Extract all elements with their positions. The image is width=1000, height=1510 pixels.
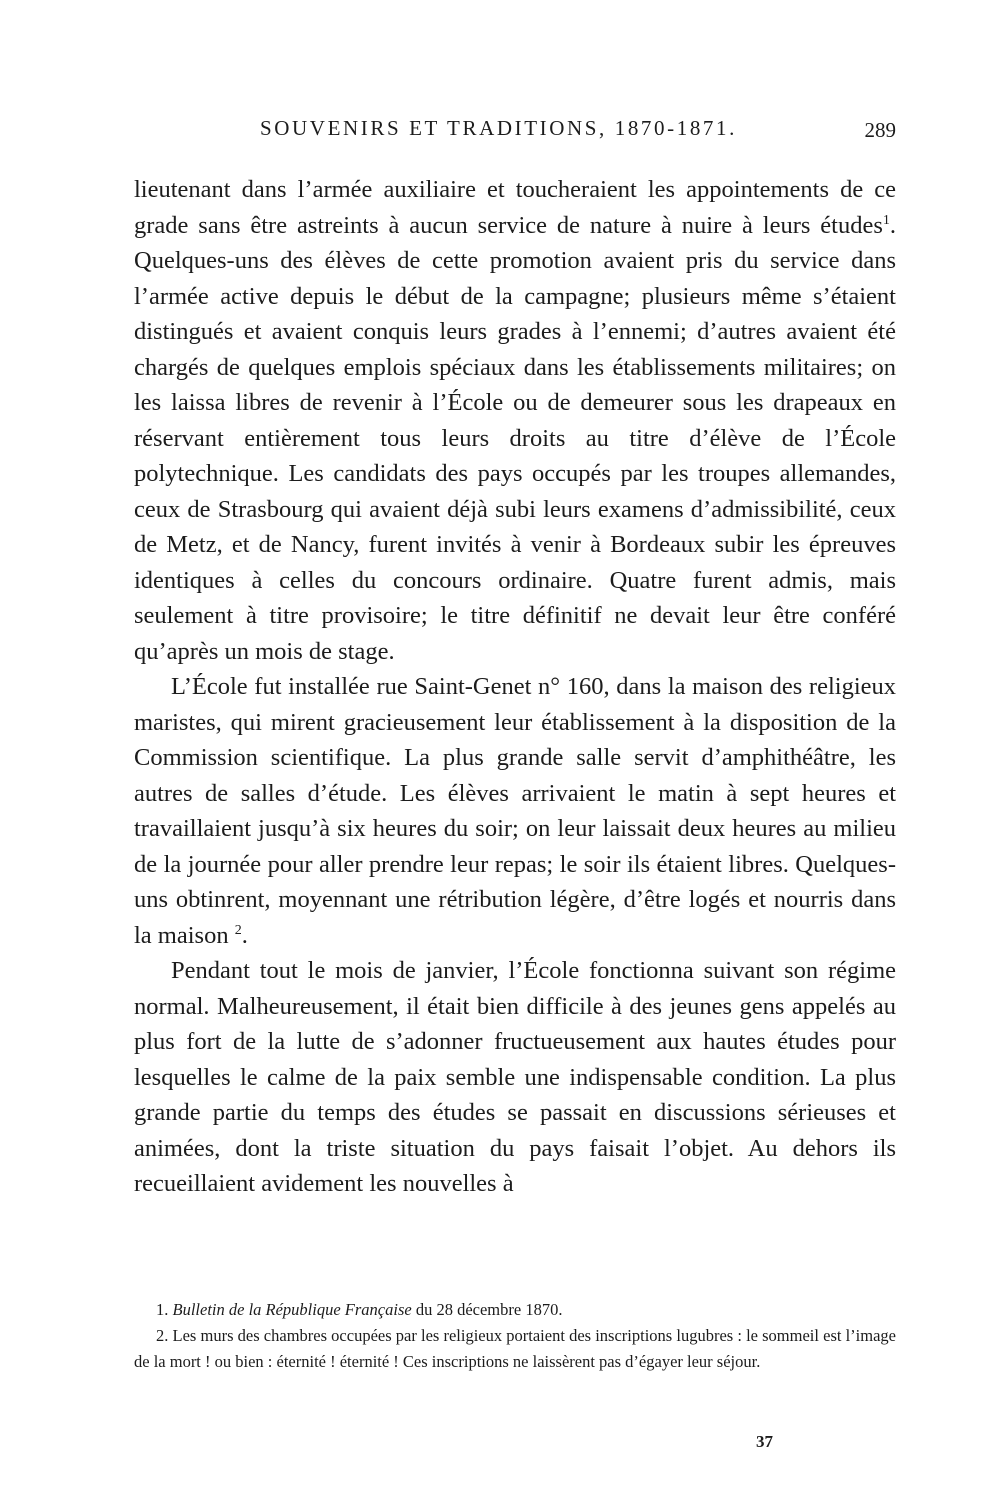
paragraph-1-text-a: lieutenant dans l’armée auxiliaire et toucheraient les appointements de ce grade sans être astreints à aucun service de nature à nuire à leurs études (134, 176, 896, 239)
footnotes (134, 1297, 896, 1375)
footnote-2-number: 2. (156, 1326, 169, 1345)
body-text (134, 172, 896, 1202)
page-header (134, 116, 896, 146)
footnote-1 (134, 1297, 896, 1323)
paragraph-2-text-a: L’École fut installée rue Saint-Genet n° 160, dans la maison des religieux maristes, qui mirent gracieusement leur établissement à la disposition de la Commission scientifique. La plus grande salle servit d’amphithéâtre, les autres de salles d’étude. Les élèves arrivaient le matin à sept heures et travaillaient jusqu’à six heures du soir; on leur laissait deux heures au milieu de la journée pour aller prendre leur repas; le soir ils étaient libres. Quelques-uns obtinrent, moyennant une rétribution légère, d’être logés et nourris dans la maison (134, 673, 896, 949)
running-head: SOUVENIRS ET TRADITIONS, 1870-1871. (260, 116, 737, 140)
paragraph-1 (134, 172, 896, 669)
paragraph-3: Pendant tout le mois de janvier, l’École fonctionna suivant son régime normal. Malheureusement, il était bien difficile à des jeunes gens appelés au plus fort de la lutte de s’adonner fructueusement aux hautes études pour lesquelles le calme de la paix semble une indispensable condition. La plus grande partie du temps des études se passait en discussions sérieuses et animées, dont la triste situation du pays faisait l’objet. Au dehors ils recueillaient avidement les nouvelles à (134, 957, 896, 1197)
footnote-1-number: 1. (156, 1300, 169, 1319)
paragraph-2-text-b: . (241, 921, 248, 949)
footnote-2-text: Les murs des chambres occupées par les religieux portaient des inscriptions lugubres : le sommeil est l’image de la mort ! ou bien : éternité ! éternité ! Ces inscriptions ne laissèrent pas d’égayer leur séjour. (134, 1326, 896, 1371)
page-number: 289 (864, 118, 896, 142)
paragraph-2 (134, 669, 896, 953)
footnote-ref-2: 2 (234, 922, 242, 938)
signature-mark: 37 (756, 1432, 773, 1451)
paragraph-1-text-b: . Quelques-uns des élèves de cette promotion avaient pris du service dans l’armée active depuis le début de la campagne; plusieurs même s’étaient distingués et avaient conquis leurs grades à l’ennemi; d’autres avaient été chargés de quelques emplois spéciaux dans les établissements militaires; on les laissa libres de revenir à l’École ou de demeurer sous les drapeaux en réservant entièrement tous leurs droits au titre d’élève de l’École polytechnique. Les candidats des pays occupés par les troupes allemandes, ceux de Strasbourg qui avaient déjà subi leurs examens d’admissibilité, ceux de Metz, et de Nancy, furent invités à venir à Bordeaux subir les épreuves identiques à celles du concours ordinaire. Quatre furent admis, mais seulement à titre provisoire; le titre définitif ne devait leur être conféré qu’après un mois de stage. (134, 211, 896, 665)
footnote-2 (134, 1323, 896, 1375)
footnote-ref-1: 1 (882, 212, 890, 228)
footnote-1-text: du 28 décembre 1870. (415, 1300, 563, 1319)
footnote-1-title: Bulletin de la République Française (172, 1300, 412, 1319)
